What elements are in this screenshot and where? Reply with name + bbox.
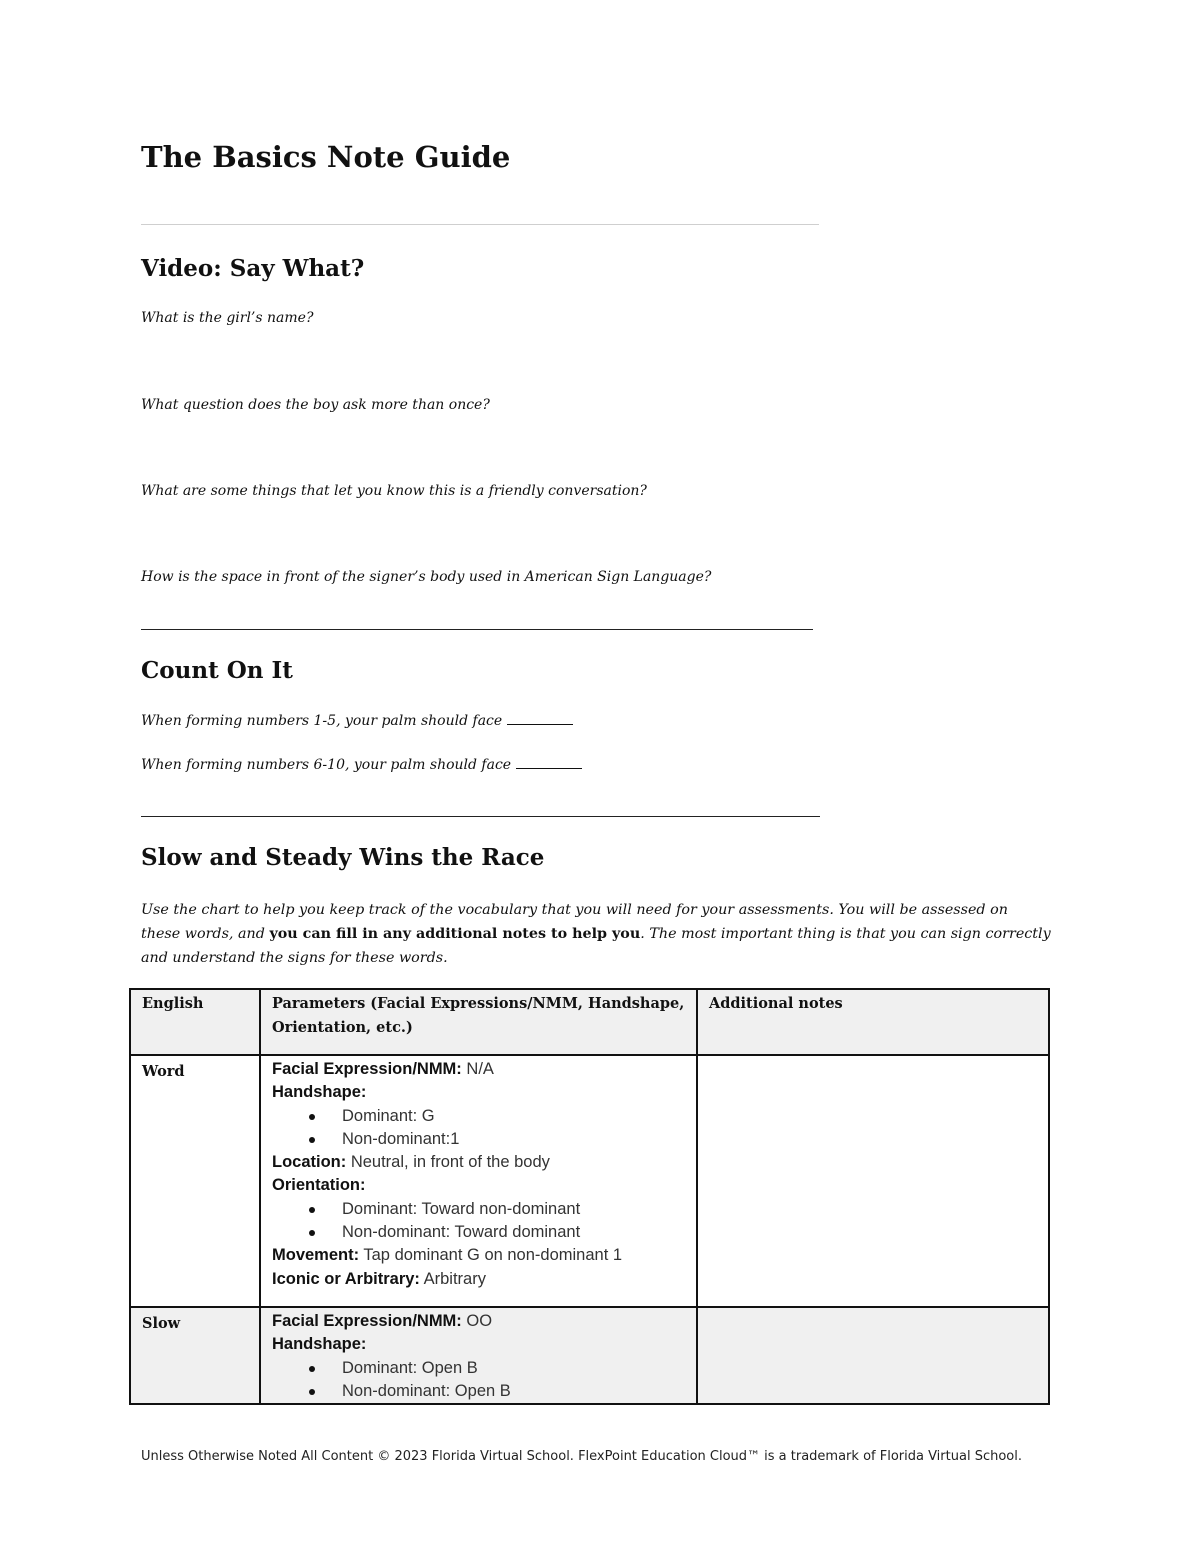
answer-blank[interactable] — [507, 713, 573, 725]
video-question-1: What is the girl’s name? — [141, 310, 314, 326]
count-section-heading: Count On It — [141, 657, 293, 684]
section-divider — [141, 629, 813, 630]
list-item: Non-dominant: Toward dominant — [342, 1221, 686, 1244]
vocabulary-table — [129, 988, 1050, 1405]
count-prompt-1-text: When forming numbers 1-5, your palm should face — [141, 713, 503, 729]
table-header-row — [130, 989, 1049, 1055]
notes-cell[interactable] — [697, 1055, 1049, 1307]
section-divider — [141, 816, 820, 817]
english-cell: Word — [130, 1055, 260, 1307]
count-prompt-2-text: When forming numbers 6-10, your palm should face — [141, 757, 512, 773]
video-question-3: What are some things that let you know this is a friendly conversation? — [141, 483, 647, 499]
list-item: Dominant: Toward non-dominant — [342, 1198, 686, 1221]
count-prompt-2 — [141, 757, 582, 773]
orientation-list — [272, 1198, 686, 1245]
slow-section-heading: Slow and Steady Wins the Race — [141, 844, 545, 871]
list-item: Non-dominant: Open B — [342, 1380, 686, 1403]
vocabulary-instructions — [141, 898, 1051, 970]
instructions-part-1: Use the chart to help you keep track of the vocabulary that you will need for your assessments. You will be assessed on these words, and — [141, 902, 1008, 942]
header-notes: Additional notes — [697, 989, 1049, 1055]
parameters-list: Facial Expression/NMM: N/A Handshape: Dominant: G Non-dominant:1 Location: Neutral, in front of the body Orientation: Dominant: Toward non-dominant Non-dominant: Toward dominant Movement: Tap dominant G on non-dominant 1 Iconic or Arbitrary: Arbitrary — [272, 1058, 686, 1291]
video-question-2: What question does the boy ask more than once? — [141, 397, 490, 413]
instructions-bold: you can fill in any additional notes to help you — [269, 926, 641, 942]
instructions-part-2: . The most important thing is that you can sign correctly and understand the signs for these words. — [141, 926, 1051, 966]
parameters-list: Facial Expression/NMM: OO Handshape: Dominant: Open B Non-dominant: Open B — [272, 1310, 686, 1403]
copyright-footer: Unless Otherwise Noted All Content © 2023 Florida Virtual School. FlexPoint Education Cloud™ is a trademark of Florida Virtual School. — [141, 1449, 1022, 1464]
count-prompt-1 — [141, 713, 573, 729]
table-row — [130, 1307, 1049, 1404]
video-question-4: How is the space in front of the signer’s body used in American Sign Language? — [141, 569, 712, 585]
handshape-list — [272, 1357, 686, 1404]
page-title: The Basics Note Guide — [141, 140, 511, 174]
parameters-cell — [260, 1307, 697, 1404]
list-item: Dominant: G — [342, 1105, 686, 1128]
video-section-heading: Video: Say What? — [141, 255, 365, 282]
answer-blank[interactable] — [516, 757, 582, 769]
handshape-list — [272, 1105, 686, 1152]
list-item: Dominant: Open B — [342, 1357, 686, 1380]
title-divider — [141, 224, 819, 225]
header-parameters: Parameters (Facial Expressions/NMM, Handshape, Orientation, etc.) — [260, 989, 697, 1055]
header-english: English — [130, 989, 260, 1055]
list-item: Non-dominant:1 — [342, 1128, 686, 1151]
parameters-cell — [260, 1055, 697, 1307]
english-cell: Slow — [130, 1307, 260, 1404]
table-row — [130, 1055, 1049, 1307]
notes-cell[interactable] — [697, 1307, 1049, 1404]
